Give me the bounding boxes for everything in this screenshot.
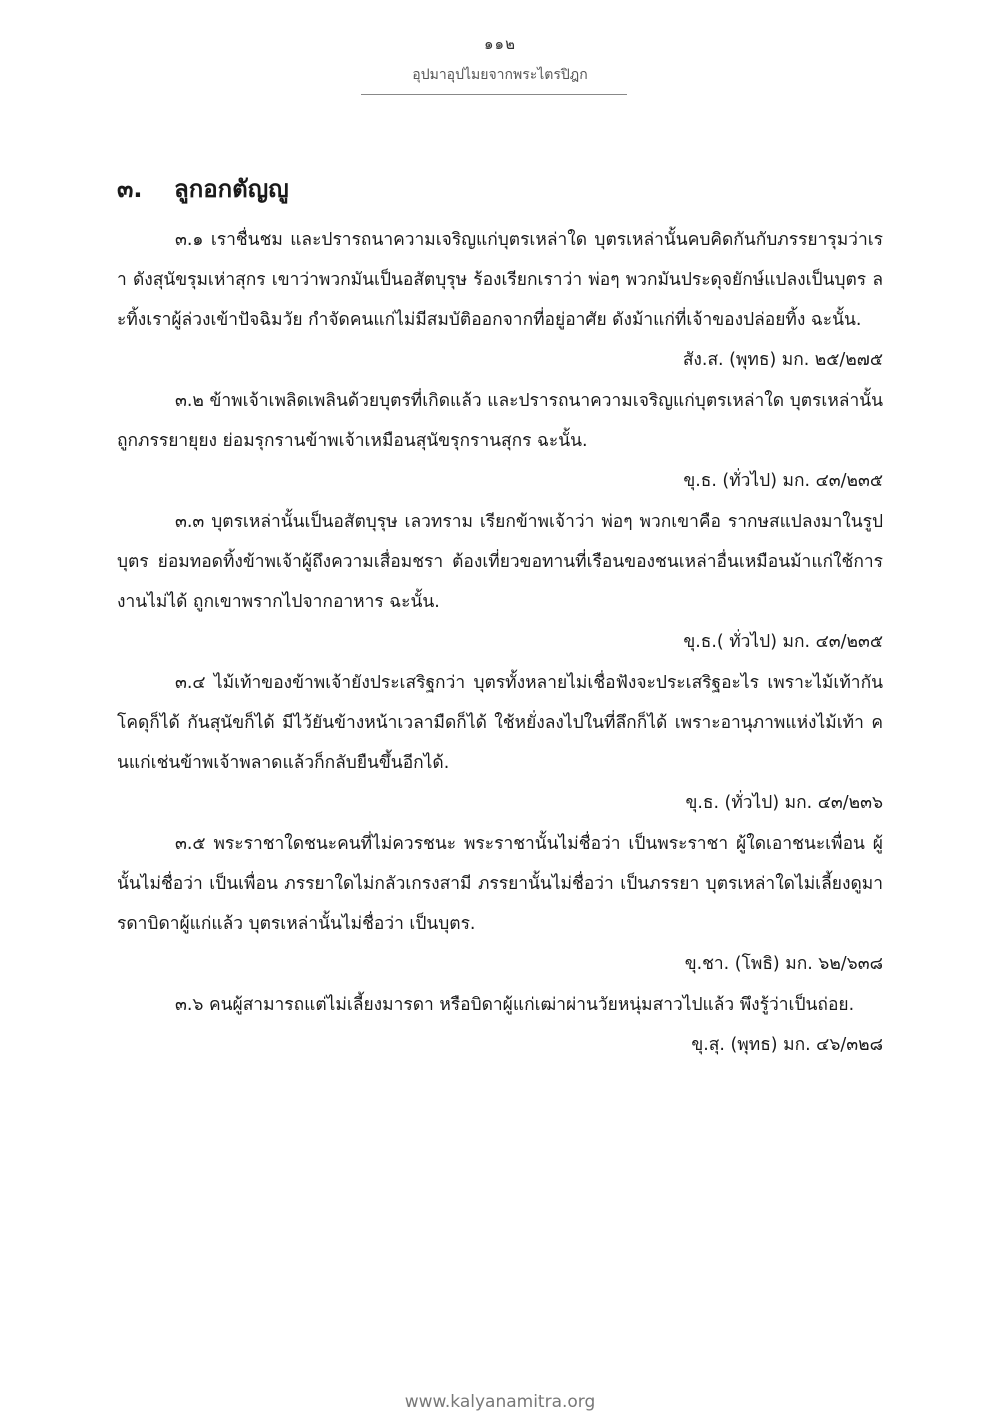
section-heading [117,172,883,206]
passage-3-1: ๓.๑ เราชื่นชม และปรารถนาความเจริญแก่บุตรเหล่าใด บุตรเหล่านั้นคบคิดกันกับภรรยารุมว่าเรา ดังสุนัขรุมเห่าสุกร เขาว่าพวกมันเป็นอสัตบุรุษ ร้องเรียกเราว่า พ่อๆ พวกมันประดุจยักษ์แปลงเป็นบุตร ละทิ้งเราผู้ล่วงเข้าปัจฉิมวัย กำจัดคนแก่ไม่มีสมบัติออกจากที่อยู่อาศัย ดังม้าแก่ที่เจ้าของปล่อยทิ้ง ฉะนั้น. [117,230,883,330]
header-divider [361,94,627,95]
reference-3-5: ขุ.ชา. (โพธิ) มก. ๖๒/๖๓๘ [684,954,883,974]
reference-3-1: สัง.ส. (พุทธ) มก. ๒๕/๒๗๕ [682,350,883,370]
passage-3-3: ๓.๓ บุตรเหล่านั้นเป็นอสัตบุรุษ เลวทราม เรียกข้าพเจ้าว่า พ่อๆ พวกเขาคือ รากษสแปลงมาในรูปบุตร ย่อมทอดทิ้งข้าพเจ้าผู้ถึงความเสื่อมชรา ต้องเที่ยวขอทานที่เรือนของชนเหล่าอื่นเหมือนม้าแก่ใช้การงานไม่ได้ ถูกเขาพรากไปจากอาหาร ฉะนั้น. [117,512,883,612]
section-title: ลูกอกตัญญู [174,175,289,203]
section-number: ๓. [117,175,143,203]
passage-3-4: ๓.๔ ไม้เท้าของข้าพเจ้ายังประเสริฐกว่า บุตรทั้งหลายไม่เชื่อฟังจะประเสริฐอะไร เพราะไม้เท้ากันโคดุก็ได้ กันสุนัขก็ได้ มีไว้ยันข้างหน้าเวลามืดก็ได้ ใช้หยั่งลงไปในที่ลึกก็ได้ เพราะอานุภาพแห่งไม้เท้า คนแก่เช่นข้าพเจ้าพลาดแล้วก็กลับยืนขึ้นอีกได้. [117,673,883,773]
passage-3-6: ๓.๖ คนผู้สามารถแต่ไม่เลี้ยงมารดา หรือบิดาผู้แก่เฒ่าผ่านวัยหนุ่มสาวไปแล้ว พึงรู้ว่าเป็นถ่อย. [175,995,855,1015]
reference-3-2: ขุ.ธ. (ทั่วไป) มก. ๔๓/๒๓๕ [683,471,883,491]
footer-website-url: www.kalyanamitra.org [404,1392,596,1412]
reference-3-4: ขุ.ธ. (ทั่วไป) มก. ๔๓/๒๓๖ [685,793,883,813]
main-content [117,172,883,1066]
page-number: ๑๑๒ [484,35,516,53]
book-title: อุปมาอุปไมยจากพระไตรปิฎก [412,67,588,83]
passage-3-5: ๓.๕ พระราชาใดชนะคนที่ไม่ควรชนะ พระราชานั้นไม่ชื่อว่า เป็นพระราชา ผู้ใดเอาชนะเพื่อน ผู้นั้นไม่ชื่อว่า เป็นเพื่อน ภรรยาใดไม่กลัวเกรงสามี ภรรยานั้นไม่ชื่อว่า เป็นภรรยา บุตรเหล่าใดไม่เลี้ยงดูมารดาบิดาผู้แก่แล้ว บุตรเหล่านั้นไม่ชื่อว่า เป็นบุตร. [117,834,883,934]
reference-3-6: ขุ.สุ. (พุทธ) มก. ๔๖/๓๒๘ [691,1035,883,1055]
passage-3-2: ๓.๒ ข้าพเจ้าเพลิดเพลินด้วยบุตรที่เกิดแล้ว และปรารถนาความเจริญแก่บุตรเหล่าใด บุตรเหล่านั้นถูกภรรยายุยง ย่อมรุกรานข้าพเจ้าเหมือนสุนัขรุกรานสุกร ฉะนั้น. [117,391,883,451]
reference-3-3: ขุ.ธ.( ทั่วไป) มก. ๔๓/๒๓๕ [683,632,883,652]
